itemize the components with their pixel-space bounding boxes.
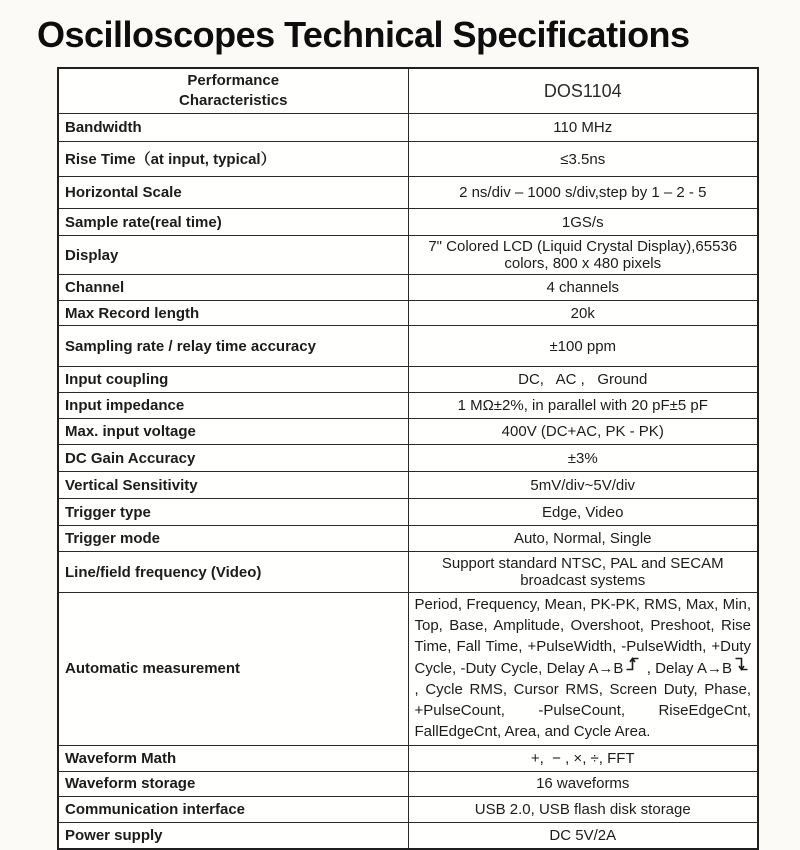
spec-label: Line/field frequency (Video)	[58, 552, 408, 593]
rising-edge-icon	[626, 657, 639, 671]
table-row	[58, 526, 758, 552]
table-row	[58, 771, 758, 796]
header-col1-line2: Characteristics	[179, 92, 288, 109]
table-row	[58, 499, 758, 526]
spec-label: Power supply	[58, 822, 408, 849]
auto-measurement-text-3: , Cycle RMS, Cursor RMS, Screen Duty, Phase, +PulseCount, -PulseCount, RiseEdgeCnt, FallEdgeCnt, Area, and Cycle Area.	[414, 681, 751, 740]
spec-value: 1 MΩ±2%, in parallel with 20 pF±5 pF	[408, 393, 758, 419]
auto-measurement-text-1: Period, Frequency, Mean, PK-PK, RMS, Max, Min, Top, Base, Amplitude, Overshoot, Preshoot, Rise Time, Fall Time, +PulseWidth, -PulseWidth, +Duty Cycle, -Duty Cycle, Delay A→B	[414, 596, 751, 678]
table-row	[58, 552, 758, 593]
spec-label: Bandwidth	[58, 114, 408, 142]
table-row	[58, 472, 758, 499]
spec-value: 20k	[408, 301, 758, 326]
spec-value: 16 waveforms	[408, 771, 758, 796]
spec-label: Channel	[58, 275, 408, 301]
table-row	[58, 301, 758, 326]
spec-label: Automatic measurement	[58, 593, 408, 746]
spec-value: DC 5V/2A	[408, 822, 758, 849]
spec-value: USB 2.0, USB flash disk storage	[408, 796, 758, 822]
spec-value: 4 channels	[408, 275, 758, 301]
spec-label: Trigger type	[58, 499, 408, 526]
spec-value: 400V (DC+AC, PK - PK)	[408, 419, 758, 445]
spec-label: Sampling rate / relay time accuracy	[58, 326, 408, 367]
spec-label: Communication interface	[58, 796, 408, 822]
spec-label: Max. input voltage	[58, 419, 408, 445]
specs-table	[57, 67, 759, 850]
spec-value: 2 ns/div – 1000 s/div,step by 1 – 2 - 5	[408, 177, 758, 209]
table-row	[58, 177, 758, 209]
spec-label: Waveform Math	[58, 745, 408, 771]
spec-value: ≤3.5ns	[408, 142, 758, 177]
header-model: DOS1104	[408, 68, 758, 114]
spec-value: Auto, Normal, Single	[408, 526, 758, 552]
spec-label: Max Record length	[58, 301, 408, 326]
spec-value: 110 MHz	[408, 114, 758, 142]
spec-value	[408, 593, 758, 746]
spec-label: Input impedance	[58, 393, 408, 419]
table-row	[58, 445, 758, 472]
spec-label: Horizontal Scale	[58, 177, 408, 209]
spec-label: DC Gain Accuracy	[58, 445, 408, 472]
spec-value: 7" Colored LCD (Liquid Crystal Display),65536 colors, 800 x 480 pixels	[408, 236, 758, 275]
auto-measurement-text-2: , Delay A→B	[642, 660, 733, 678]
table-row	[58, 326, 758, 367]
spec-value: 1GS/s	[408, 209, 758, 236]
spec-label: Display	[58, 236, 408, 275]
spec-value: ±100 ppm	[408, 326, 758, 367]
table-row	[58, 142, 758, 177]
spec-value: 5mV/div~5V/div	[408, 472, 758, 499]
header-col1-line1: Performance	[187, 72, 280, 89]
spec-label: Vertical Sensitivity	[58, 472, 408, 499]
table-row	[58, 367, 758, 393]
spec-value: Support standard NTSC, PAL and SECAM broadcast systems	[408, 552, 758, 593]
header-performance-characteristics	[58, 68, 408, 114]
table-row	[58, 275, 758, 301]
spec-value: ±3%	[408, 445, 758, 472]
spec-label: Sample rate(real time)	[58, 209, 408, 236]
table-header-row	[58, 68, 758, 114]
spec-label: Trigger mode	[58, 526, 408, 552]
spec-label: Input coupling	[58, 367, 408, 393]
page-title: Oscilloscopes Technical Specifications	[37, 14, 690, 55]
table-row	[58, 822, 758, 849]
spec-value: DC, AC , Ground	[408, 367, 758, 393]
table-row	[58, 114, 758, 142]
table-row	[58, 393, 758, 419]
table-row	[58, 419, 758, 445]
table-row	[58, 209, 758, 236]
table-row-automatic-measurement	[58, 593, 758, 746]
table-row	[58, 236, 758, 275]
spec-label: Rise Time（at input, typical）	[58, 142, 408, 177]
spec-value: +, − , ×, ÷, FFT	[408, 745, 758, 771]
table-row	[58, 796, 758, 822]
spec-label: Waveform storage	[58, 771, 408, 796]
falling-edge-icon	[735, 657, 748, 671]
table-row	[58, 745, 758, 771]
spec-value: Edge, Video	[408, 499, 758, 526]
